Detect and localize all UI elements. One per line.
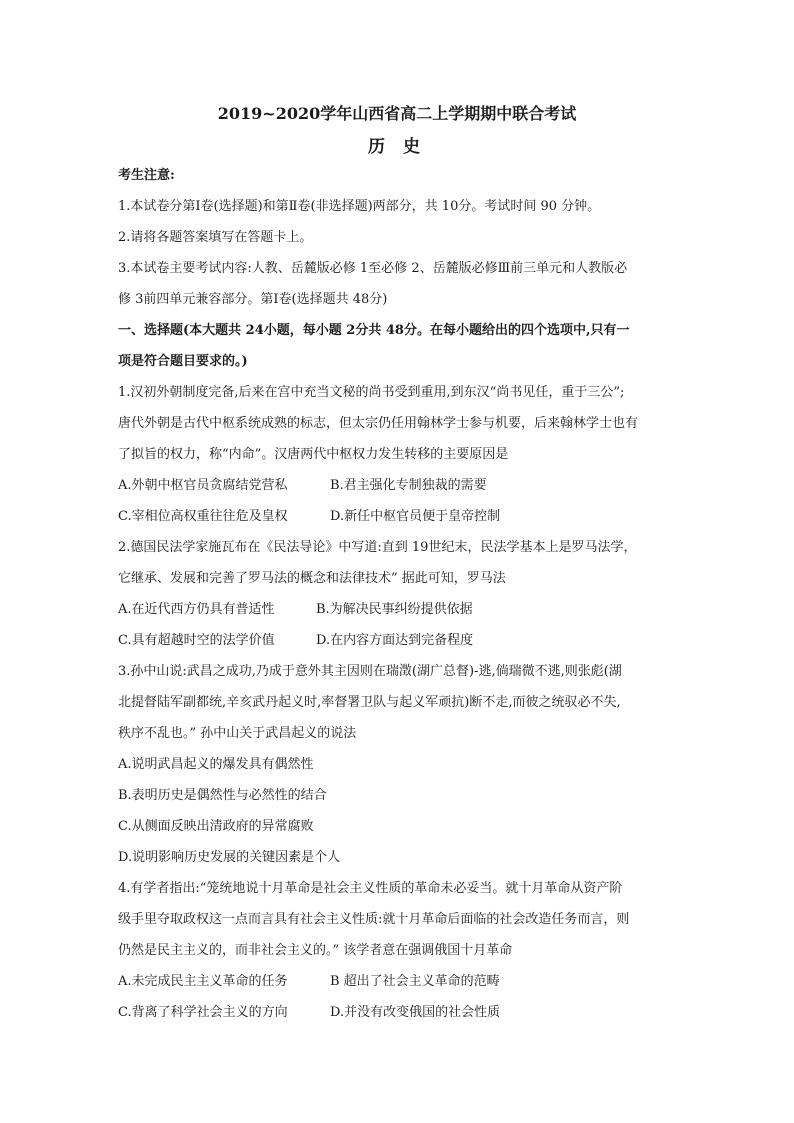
question-3-option-b: B.表明历史是偶然性与必然性的结合 <box>118 788 327 803</box>
question-4-option-b: B 超出了社会主义革命的范畴 <box>330 974 500 989</box>
question-3-text: 秩序不乱也。” 孙中山关于武昌起义的说法 <box>118 726 357 741</box>
question-3-option-c: C.从侧面反映出清政府的异常腐败 <box>118 819 314 834</box>
question-1-option-d: D.新任中枢官员便于皇帝控制 <box>330 509 501 524</box>
question-4-text: 仍然是民主主义的，而非社会主义的。” 该学者意在强调俄国十月革命 <box>118 943 513 958</box>
notice-heading: 考生注意: <box>118 168 175 183</box>
notice-item: 1.本试卷分第Ⅰ卷(选择题)和第Ⅱ卷(非选择题)两部分，共 10分。考试时间 90 分钟。 <box>118 199 601 214</box>
question-1-text: 唐代外朝是古代中枢系统成熟的标志，但太宗仍任用翰林学士参与机要，后来翰林学士也有 <box>118 416 639 431</box>
notice-item: 2.请将各题答案填写在答题卡上。 <box>118 230 313 245</box>
question-1-option-c: C.宰相位高权重往往危及皇权 <box>118 509 288 524</box>
question-3-option-d: D.说明影响历史发展的关键因素是个人 <box>118 850 341 865</box>
question-4-text: 级手里夺取政权这一点而言具有社会主义性质:就十月革命后面临的社会改造任务而言，则 <box>118 912 630 927</box>
section-instructions: 项是符合题目要求的。) <box>118 354 248 369</box>
question-4-option-a: A.未完成民主主义革命的任务 <box>118 974 288 989</box>
question-4-option-d: D.并没有改变俄国的社会性质 <box>330 1005 501 1020</box>
question-2-option-c: C.具有超越时空的法学价值 <box>118 633 275 648</box>
question-2-option-b: B.为解决民事纠纷提供依据 <box>316 602 473 617</box>
notice-item: 修 3前四单元兼容部分。第Ⅰ卷(选择题共 48分) <box>118 292 388 307</box>
question-2-option-a: A.在近代西方仍具有普适性 <box>118 602 275 617</box>
subject-title: 历 史 <box>368 137 426 157</box>
question-2-option-d: D.在内容方面达到完备程度 <box>316 633 474 648</box>
question-3-text: 北提督陆军副都统,辛亥武丹起义时,率督署卫队与起义军顽抗)断不走,而彼之统驭必不失, <box>118 695 621 710</box>
question-4-text: 4.有学者指出:“笼统地说十月革命是社会主义性质的革命未必妥当。就十月革命从资产阶 <box>118 881 623 896</box>
exam-title: 2019~2020学年山西省高二上学期期中联合考试 <box>217 104 577 123</box>
notice-item: 3.本试卷主要考试内容:人教、岳麓版必修 1至必修 2、岳麓版必修Ⅲ前三单元和人教版必 <box>118 261 628 276</box>
question-4-option-c: C.背离了科学社会主义的方向 <box>118 1005 288 1020</box>
question-3-text: 3.孙中山说:武昌之成功,乃成于意外其主因则在瑞澂(湖广总督)-逃,倘瑞微不逃,则张彪(湖 <box>118 664 622 679</box>
question-1-option-a: A.外朝中枢官员贪腐结党营私 <box>118 478 288 493</box>
question-1-option-b: B.君主强化专制独裁的需要 <box>330 478 487 493</box>
section-instructions: 一、选择题(本大题共 24小题，每小题 2分共 48分。在每小题给出的四个选项中,只有一 <box>118 323 630 338</box>
question-1-text: 1.汉初外朝制度完备,后来在宫中充当文秘的尚书受到重用,到东汉“尚书见任，重于三公”; <box>118 385 625 400</box>
question-2-text: 它继承、发展和完善了罗马法的概念和法律技术” 据此可知，罗马法 <box>118 571 506 586</box>
question-3-option-a: A.说明武昌起义的爆发具有偶然性 <box>118 757 314 772</box>
question-1-text: 了拟旨的权力，称“内命”。汉唐两代中枢权力发生转移的主要原因是 <box>118 447 509 462</box>
question-2-text: 2.德国民法学家施瓦布在《民法导论》中写道:直到 19世纪末，民法学基本上是罗马法学， <box>118 540 637 555</box>
